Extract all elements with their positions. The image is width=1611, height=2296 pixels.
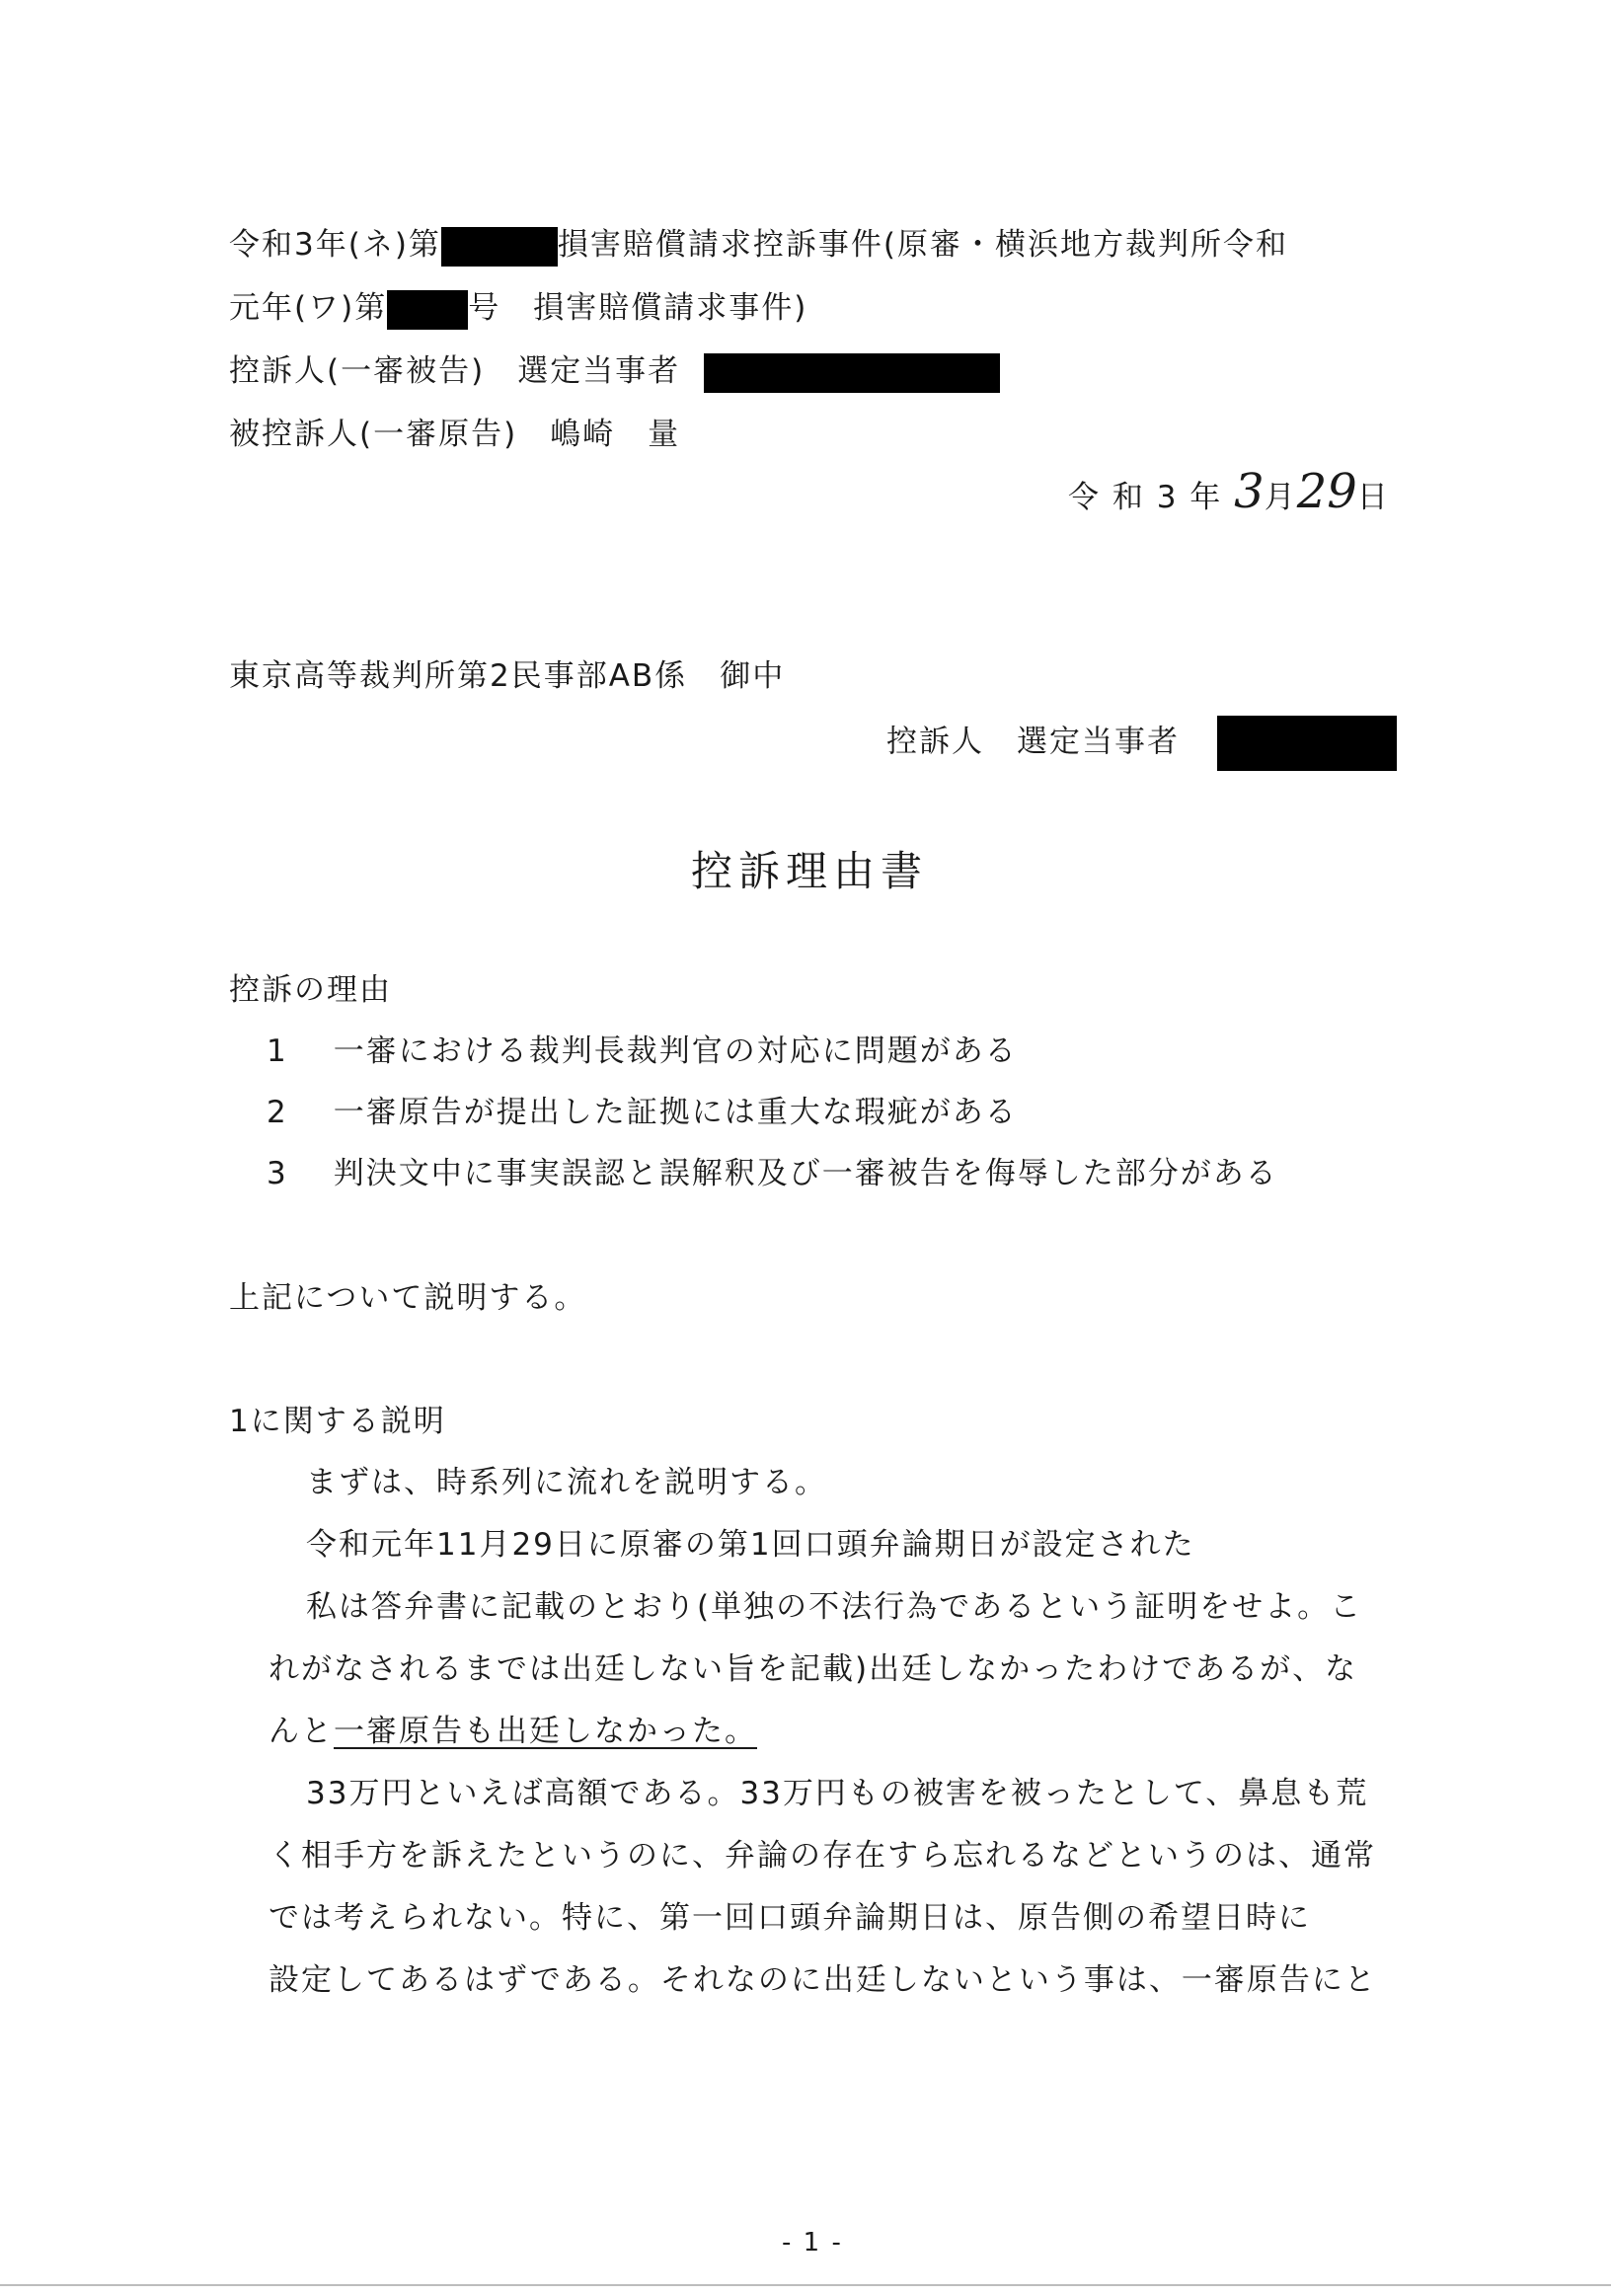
body-line: 33万円といえば高額である。33万円もの被害を被ったとして、鼻息も荒	[306, 1776, 1369, 1811]
body-line: く相手方を訴えたというのに、弁論の存在すら忘れるなどというのは、通常	[268, 1838, 1376, 1874]
page-number: - 1 -	[782, 2228, 843, 2258]
reason-item: 1 一審における裁判長裁判官の対応に問題がある	[267, 1033, 1018, 1069]
court-addressee: 東京高等裁判所第2民事部AB係 御中	[229, 658, 786, 694]
redaction-appellant-name	[704, 353, 1000, 393]
body-line: れがなされるまでは出廷しない旨を記載)出廷しなかったわけであるが、な	[268, 1651, 1358, 1687]
case-number-line-2: 元年(ワ)第 号 損害賠償請求事件)	[229, 288, 807, 330]
reason-item: 3 判決文中に事実誤認と誤解釈及び一審被告を侮辱した部分がある	[267, 1156, 1278, 1191]
reasons-heading: 控訴の理由	[229, 972, 392, 1008]
body-line: では考えられない。特に、第一回口頭弁論期日は、原告側の希望日時に	[268, 1900, 1311, 1936]
section-1-heading: 1に関する説明	[229, 1404, 446, 1439]
appellee-line: 被控訴人(一審原告) 嶋崎 量	[229, 417, 681, 452]
redaction-case-number	[441, 227, 558, 267]
redaction-sender-name	[1217, 716, 1397, 771]
page-bottom-rule	[0, 2284, 1611, 2286]
sender-line: 控訴人 選定当事者	[886, 716, 1397, 771]
filing-date: 令 和 3 年 3月29日	[1068, 464, 1390, 519]
body-line: 令和元年11月29日に原審の第1回口頭弁論期日が設定された	[306, 1527, 1195, 1563]
case-number-line-1: 令和3年(ネ)第 損害賠償請求控訴事件(原審・横浜地方裁判所令和	[229, 225, 1288, 267]
underlined-text: 一審原告も出廷しなかった。	[334, 1714, 757, 1749]
intro-line: 上記について説明する。	[229, 1280, 587, 1316]
body-line: 設定してあるはずである。それなのに出廷しないという事は、一審原告にと	[268, 1962, 1377, 1998]
body-line: まずは、時系列に流れを説明する。	[306, 1465, 827, 1500]
body-line: んと一審原告も出廷しなかった。	[268, 1714, 757, 1749]
reason-item: 2 一審原告が提出した証拠には重大な瑕疵がある	[267, 1095, 1018, 1130]
body-line: 私は答弁書に記載のとおり(単独の不法行為であるという証明をせよ。こ	[306, 1589, 1363, 1625]
appellant-line: 控訴人(一審被告) 選定当事者	[229, 351, 1000, 393]
redaction-original-case-number	[387, 290, 468, 330]
document-title: 控訴理由書	[691, 847, 929, 895]
